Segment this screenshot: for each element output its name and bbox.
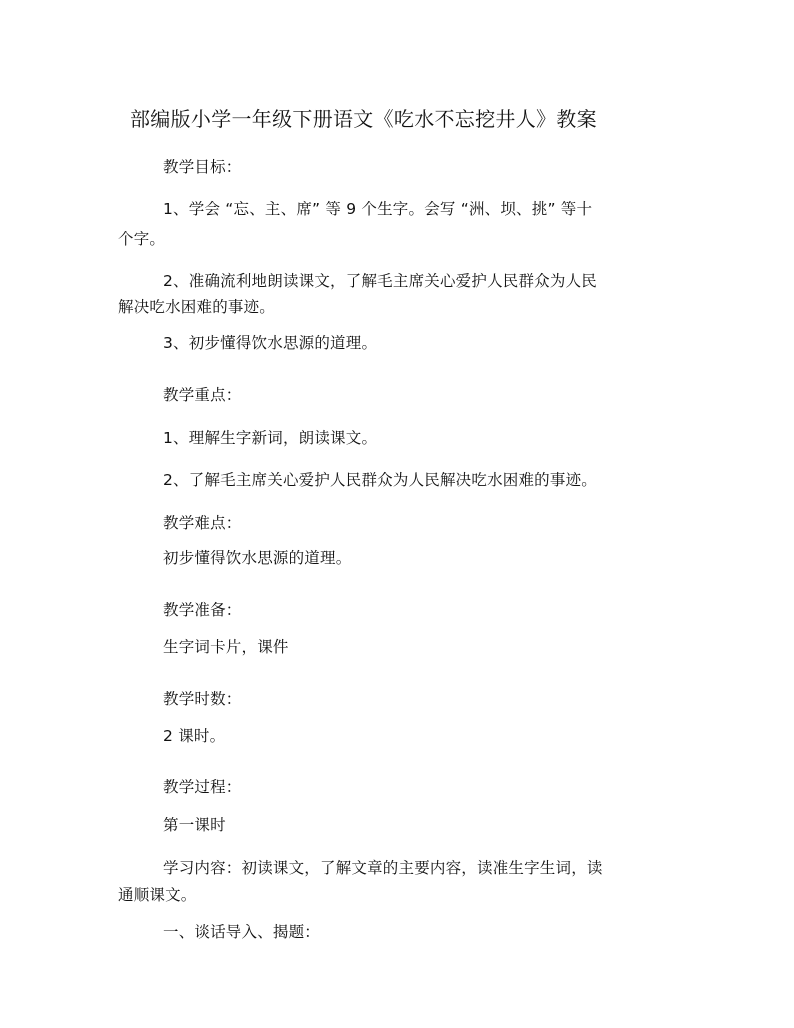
section-heading-key-points: 教学重点： [163,386,242,404]
paragraph-line: 通顺课文。 [118,886,197,904]
section-heading-preparation: 教学准备： [163,601,242,619]
paragraph-line: 2、准确流利地朗读课文，了解毛主席关心爱护人民群众为人民 [163,272,597,290]
paragraph-line: 第一课时 [163,816,226,834]
paragraph-line: 个字。 [118,230,166,248]
paragraph-line: 2、了解毛主席关心爱护人民群众为人民解决吃水困难的事迹。 [163,471,597,489]
paragraph-line: 生字词卡片，课件 [163,638,289,656]
section-heading-process: 教学过程： [163,778,242,796]
document-title: 部编版小学一年级下册语文《吃水不忘挖井人》教案 [130,107,597,131]
section-heading-objectives: 教学目标： [163,158,242,176]
paragraph-line: 一、谈话导入、揭题： [163,923,321,941]
section-heading-class-hours: 教学时数： [163,690,242,708]
paragraph-line: 2 课时。 [163,727,226,745]
paragraph-line: 1、学会 “忘、主、席” 等 9 个生字。会写 “洲、坝、挑” 等十 [163,200,593,218]
section-heading-difficulties: 教学难点： [163,514,242,532]
paragraph-line: 3、初步懂得饮水思源的道理。 [163,334,378,352]
paragraph-line: 学习内容：初读课文，了解文章的主要内容，读准生字生词，读 [163,859,603,877]
paragraph-line: 解决吃水困难的事迹。 [118,298,276,316]
paragraph-line: 初步懂得饮水思源的道理。 [163,549,352,567]
paragraph-line: 1、理解生字新词，朗读课文。 [163,429,378,447]
